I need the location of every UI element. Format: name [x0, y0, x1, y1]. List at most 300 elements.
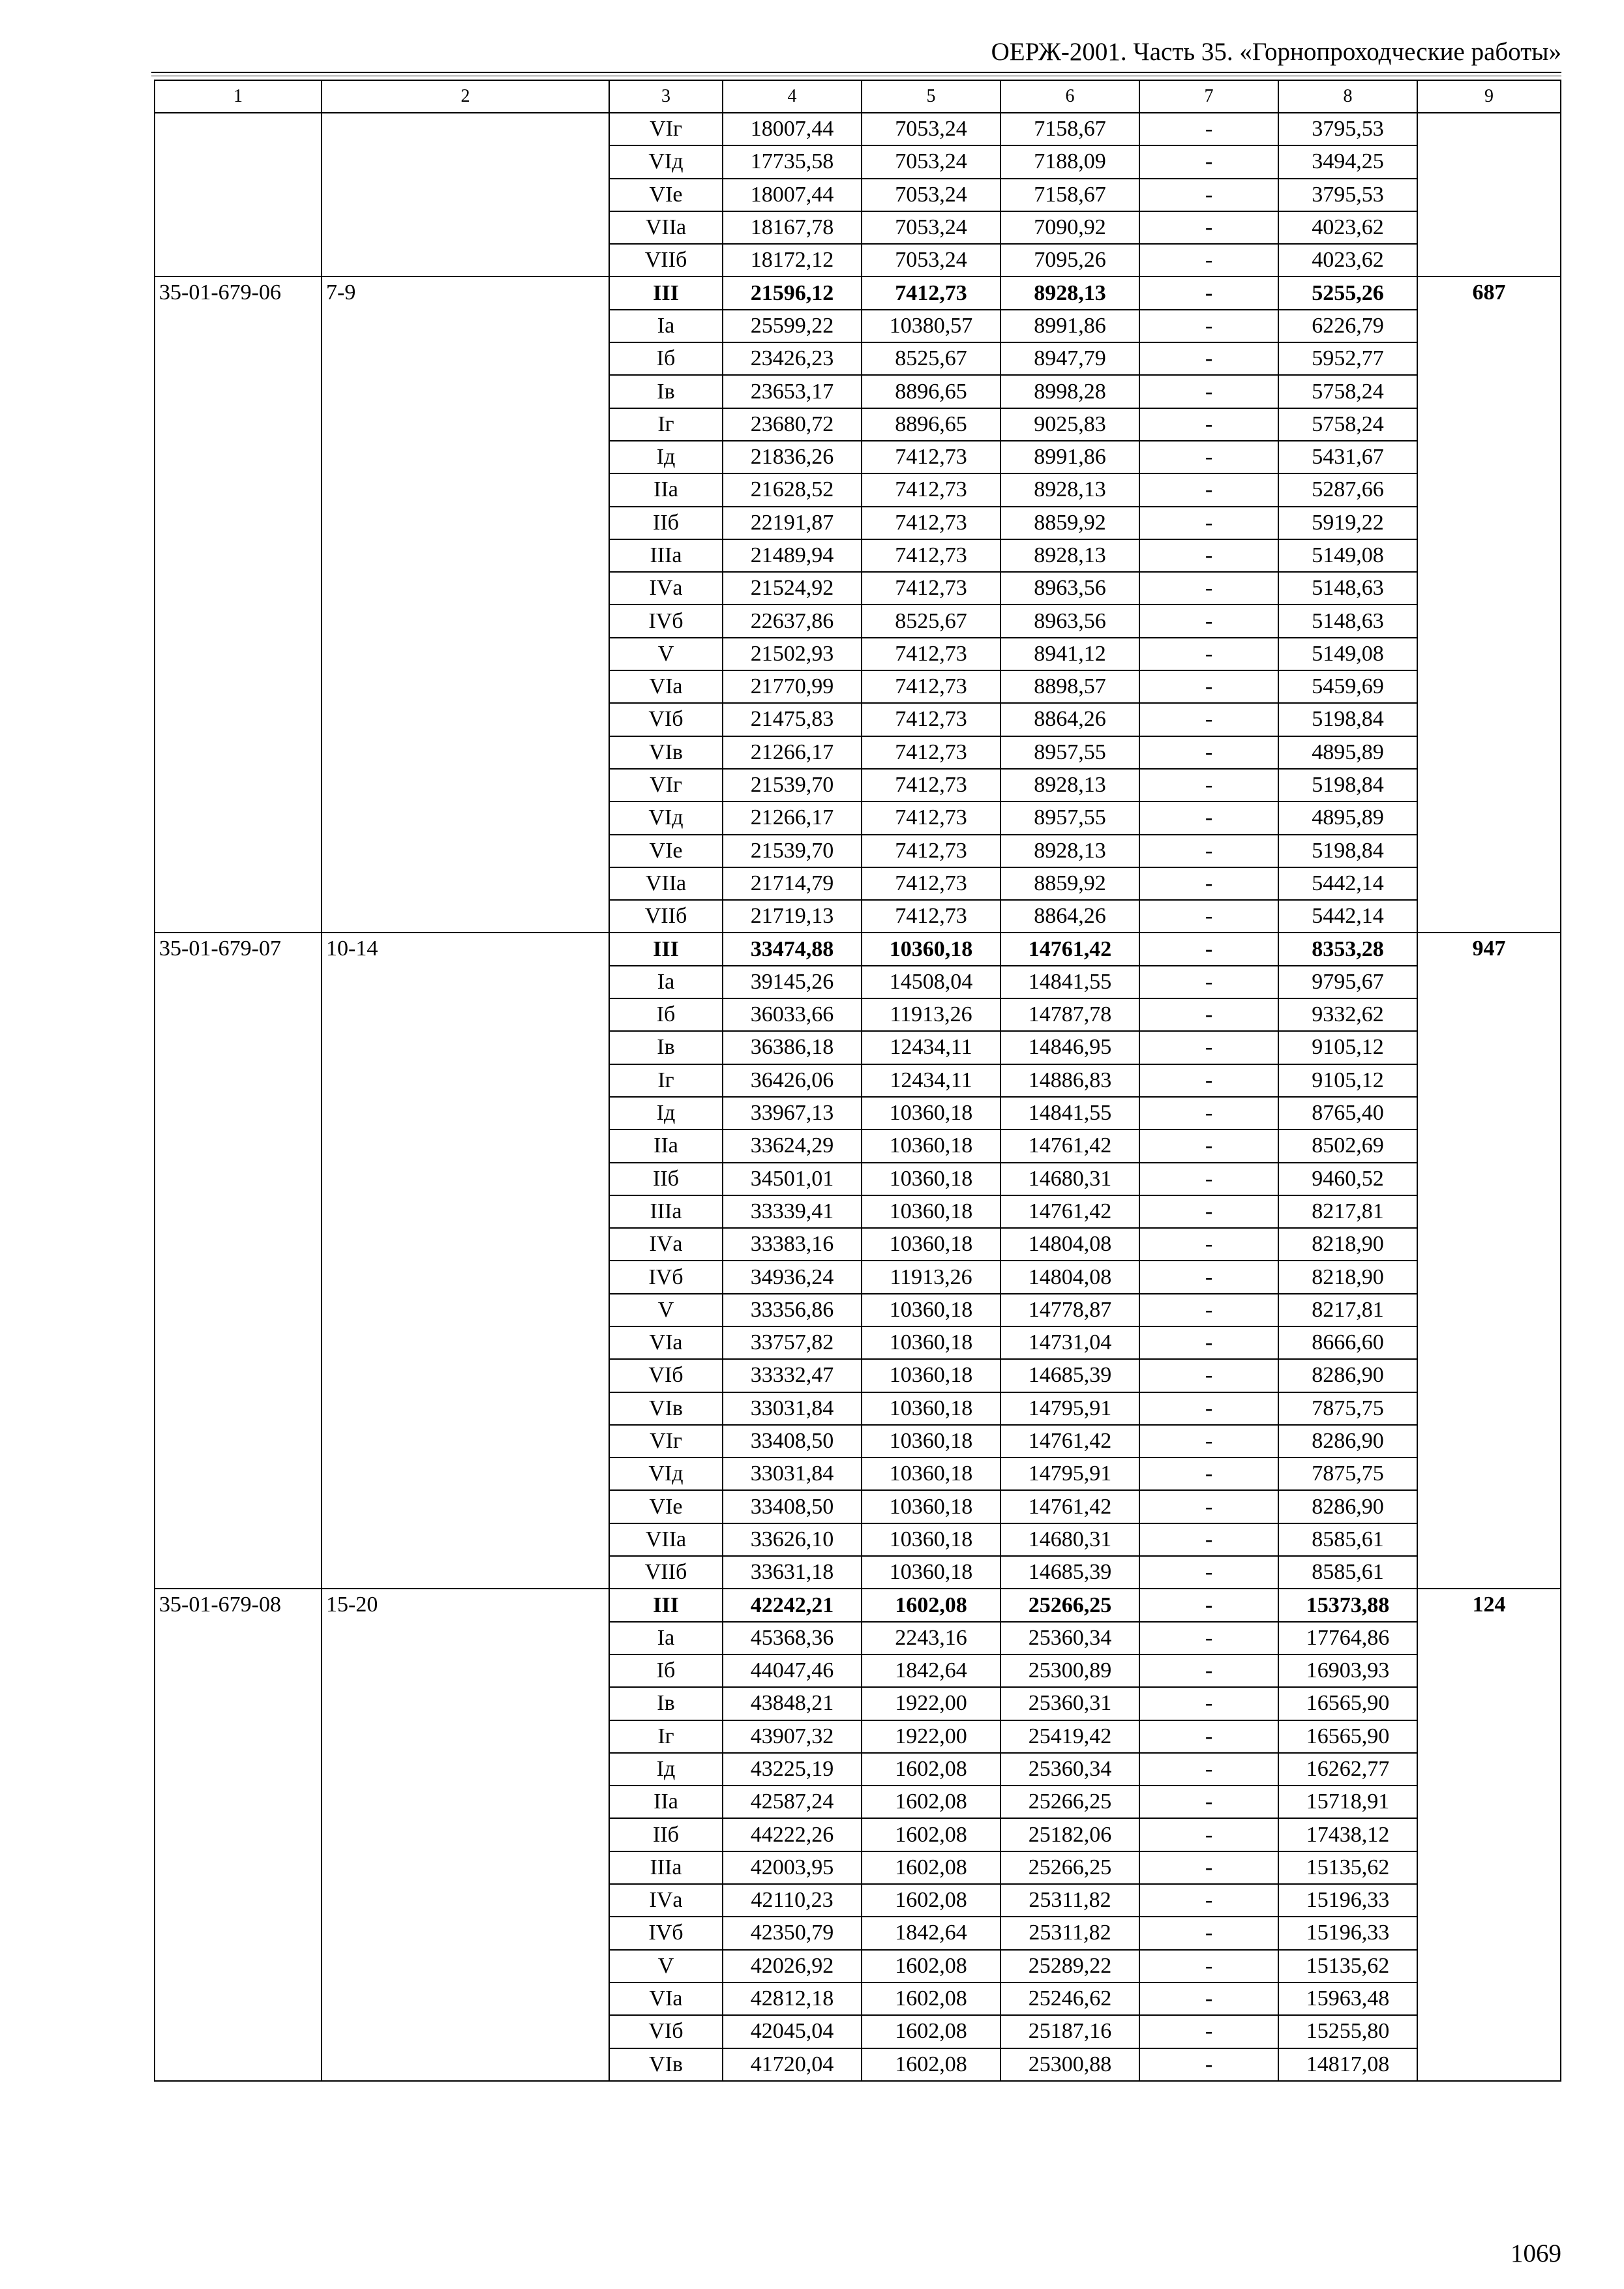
wages-cell: 8896,65 — [862, 375, 1000, 408]
resource-code-cell — [155, 113, 322, 277]
wages-cell: 1922,00 — [862, 1687, 1000, 1720]
materials-cell: 15196,33 — [1278, 1917, 1417, 1949]
materials-cell: 9105,12 — [1278, 1064, 1417, 1097]
total-cost-cell: 33631,18 — [723, 1556, 862, 1589]
materials-cell: 17438,12 — [1278, 1818, 1417, 1851]
wages-cell: 7412,73 — [862, 473, 1000, 506]
machines-cell: 14761,42 — [1000, 1490, 1139, 1523]
machines-cell: 25187,16 — [1000, 2015, 1139, 2048]
category-cell: IIа — [609, 1130, 723, 1162]
drivers-wages-cell: - — [1139, 1982, 1278, 2015]
wages-cell: 1602,08 — [862, 1851, 1000, 1884]
machines-cell: 8991,86 — [1000, 441, 1139, 473]
drivers-wages-cell: - — [1139, 507, 1278, 539]
total-cost-cell: 34936,24 — [723, 1261, 862, 1293]
drivers-wages-cell: - — [1139, 900, 1278, 933]
category-cell: Iг — [609, 408, 723, 441]
drivers-wages-cell: - — [1139, 1720, 1278, 1753]
materials-cell: 15135,62 — [1278, 1851, 1417, 1884]
wages-cell: 10360,18 — [862, 1425, 1000, 1458]
machines-cell: 25246,62 — [1000, 1982, 1139, 2015]
category-cell: VIIб — [609, 900, 723, 933]
materials-cell: 5431,67 — [1278, 441, 1417, 473]
materials-cell: 8217,81 — [1278, 1195, 1417, 1228]
machines-cell: 14841,55 — [1000, 966, 1139, 998]
materials-cell: 3795,53 — [1278, 179, 1417, 211]
drivers-wages-cell: - — [1139, 1589, 1278, 1621]
materials-cell: 15373,88 — [1278, 1589, 1417, 1621]
materials-cell: 8502,69 — [1278, 1130, 1417, 1162]
category-cell: VIе — [609, 1490, 723, 1523]
wages-cell: 7412,73 — [862, 539, 1000, 572]
total-cost-cell: 36386,18 — [723, 1031, 862, 1064]
total-cost-cell: 42045,04 — [723, 2015, 862, 2048]
column-number: 8 — [1278, 80, 1417, 113]
category-cell: Iв — [609, 1031, 723, 1064]
category-cell: IVб — [609, 1261, 723, 1293]
total-cost-cell: 18007,44 — [723, 113, 862, 145]
total-cost-cell: 33339,41 — [723, 1195, 862, 1228]
wages-cell: 7053,24 — [862, 145, 1000, 178]
drivers-wages-cell: - — [1139, 1359, 1278, 1392]
wages-cell: 7412,73 — [862, 769, 1000, 801]
total-cost-cell: 21539,70 — [723, 835, 862, 867]
drivers-wages-cell: - — [1139, 933, 1278, 965]
materials-cell: 5149,08 — [1278, 638, 1417, 670]
column-number: 6 — [1000, 80, 1139, 113]
total-cost-cell: 23680,72 — [723, 408, 862, 441]
total-cost-cell: 36033,66 — [723, 998, 862, 1031]
total-cost-cell: 18167,78 — [723, 211, 862, 244]
total-cost-cell: 42812,18 — [723, 1982, 862, 2015]
drivers-wages-cell: - — [1139, 1392, 1278, 1425]
machines-cell: 25300,88 — [1000, 2048, 1139, 2081]
materials-cell: 4023,62 — [1278, 211, 1417, 244]
machines-cell: 8928,13 — [1000, 769, 1139, 801]
range-cell: 15-20 — [322, 1589, 609, 2080]
materials-cell: 5149,08 — [1278, 539, 1417, 572]
machines-cell: 7188,09 — [1000, 145, 1139, 178]
total-cost-cell: 21836,26 — [723, 441, 862, 473]
machines-cell: 8998,28 — [1000, 375, 1139, 408]
machines-cell: 8859,92 — [1000, 507, 1139, 539]
drivers-wages-cell: - — [1139, 1851, 1278, 1884]
total-cost-cell: 42003,95 — [723, 1851, 862, 1884]
machines-cell: 14685,39 — [1000, 1359, 1139, 1392]
total-cost-cell: 33474,88 — [723, 933, 862, 965]
materials-cell: 8353,28 — [1278, 933, 1417, 965]
category-cell: VIIа — [609, 1523, 723, 1556]
category-cell: Iв — [609, 1687, 723, 1720]
column-number: 7 — [1139, 80, 1278, 113]
drivers-wages-cell: - — [1139, 473, 1278, 506]
machines-cell: 14841,55 — [1000, 1097, 1139, 1130]
category-cell: VIб — [609, 703, 723, 736]
wages-cell: 7053,24 — [862, 113, 1000, 145]
drivers-wages-cell: - — [1139, 145, 1278, 178]
category-cell: VIIа — [609, 211, 723, 244]
total-cost-cell: 33031,84 — [723, 1392, 862, 1425]
category-cell: IIIа — [609, 1851, 723, 1884]
materials-cell: 5198,84 — [1278, 703, 1417, 736]
drivers-wages-cell: - — [1139, 408, 1278, 441]
wages-cell: 7053,24 — [862, 211, 1000, 244]
machines-cell: 7090,92 — [1000, 211, 1139, 244]
category-cell: III — [609, 1589, 723, 1621]
drivers-wages-cell: - — [1139, 1294, 1278, 1326]
drivers-wages-cell: - — [1139, 1130, 1278, 1162]
total-cost-cell: 21770,99 — [723, 670, 862, 703]
drivers-wages-cell: - — [1139, 1884, 1278, 1917]
total-cost-cell: 33626,10 — [723, 1523, 862, 1556]
materials-cell: 8286,90 — [1278, 1490, 1417, 1523]
wages-cell: 10360,18 — [862, 1195, 1000, 1228]
drivers-wages-cell: - — [1139, 1687, 1278, 1720]
wages-cell: 1842,64 — [862, 1917, 1000, 1949]
category-cell: VIд — [609, 1458, 723, 1490]
wages-cell: 1602,08 — [862, 1982, 1000, 2015]
materials-cell: 5758,24 — [1278, 375, 1417, 408]
wages-cell: 14508,04 — [862, 966, 1000, 998]
materials-cell: 16262,77 — [1278, 1753, 1417, 1786]
drivers-wages-cell: - — [1139, 2015, 1278, 2048]
machines-cell: 25289,22 — [1000, 1950, 1139, 1982]
materials-cell: 5442,14 — [1278, 900, 1417, 933]
wages-cell: 10360,18 — [862, 1294, 1000, 1326]
table-row — [155, 1589, 1561, 1621]
materials-cell: 8666,60 — [1278, 1326, 1417, 1359]
range-cell: 7-9 — [322, 277, 609, 933]
machines-cell: 8928,13 — [1000, 539, 1139, 572]
machines-cell: 25419,42 — [1000, 1720, 1139, 1753]
total-cost-cell: 21524,92 — [723, 572, 862, 605]
price-table — [154, 80, 1561, 2082]
total-cost-cell: 23653,17 — [723, 375, 862, 408]
total-cost-cell: 42587,24 — [723, 1786, 862, 1818]
machines-cell: 8963,56 — [1000, 605, 1139, 637]
total-cost-cell: 33031,84 — [723, 1458, 862, 1490]
machines-cell: 14886,83 — [1000, 1064, 1139, 1097]
machines-cell: 25266,25 — [1000, 1851, 1139, 1884]
resource-code-cell: 35-01-679-07 — [155, 933, 322, 1589]
category-cell: Iа — [609, 1622, 723, 1654]
table-row — [155, 113, 1561, 145]
resource-code-cell: 35-01-679-06 — [155, 277, 322, 933]
machines-cell: 14680,31 — [1000, 1523, 1139, 1556]
category-cell: VIIб — [609, 244, 723, 277]
category-cell: V — [609, 638, 723, 670]
wages-cell: 1602,08 — [862, 1786, 1000, 1818]
materials-cell: 8218,90 — [1278, 1228, 1417, 1261]
drivers-wages-cell: - — [1139, 1753, 1278, 1786]
header-rule — [151, 72, 1561, 73]
materials-cell: 9795,67 — [1278, 966, 1417, 998]
wages-cell: 10360,18 — [862, 1523, 1000, 1556]
machines-cell: 25360,34 — [1000, 1622, 1139, 1654]
total-cost-cell: 33408,50 — [723, 1425, 862, 1458]
category-cell: Iд — [609, 1097, 723, 1130]
wages-cell: 11913,26 — [862, 998, 1000, 1031]
category-cell: VIе — [609, 179, 723, 211]
drivers-wages-cell: - — [1139, 638, 1278, 670]
wages-cell: 10360,18 — [862, 1228, 1000, 1261]
wages-cell: 10360,18 — [862, 1359, 1000, 1392]
materials-cell: 3494,25 — [1278, 145, 1417, 178]
category-cell: IVа — [609, 1228, 723, 1261]
wages-cell: 12434,11 — [862, 1031, 1000, 1064]
range-cell — [322, 113, 609, 277]
category-cell: VIб — [609, 2015, 723, 2048]
machines-cell: 14804,08 — [1000, 1261, 1139, 1293]
drivers-wages-cell: - — [1139, 277, 1278, 309]
materials-cell: 7875,75 — [1278, 1392, 1417, 1425]
total-cost-cell: 33408,50 — [723, 1490, 862, 1523]
category-cell: Iа — [609, 310, 723, 342]
category-cell: III — [609, 277, 723, 309]
category-cell: IVа — [609, 572, 723, 605]
wages-cell: 8896,65 — [862, 408, 1000, 441]
wages-cell: 8525,67 — [862, 605, 1000, 637]
column-number: 3 — [609, 80, 723, 113]
materials-cell: 8765,40 — [1278, 1097, 1417, 1130]
labor-cell: 947 — [1417, 933, 1561, 1589]
wages-cell: 10360,18 — [862, 1163, 1000, 1195]
machines-cell: 25266,25 — [1000, 1589, 1139, 1621]
table-row — [155, 933, 1561, 965]
category-cell: IVб — [609, 605, 723, 637]
materials-cell: 5758,24 — [1278, 408, 1417, 441]
machines-cell: 8928,13 — [1000, 473, 1139, 506]
category-cell: VIе — [609, 835, 723, 867]
machines-cell: 8864,26 — [1000, 900, 1139, 933]
wages-cell: 10380,57 — [862, 310, 1000, 342]
category-cell: IIа — [609, 473, 723, 506]
machines-cell: 7095,26 — [1000, 244, 1139, 277]
total-cost-cell: 42350,79 — [723, 1917, 862, 1949]
category-cell: Iг — [609, 1064, 723, 1097]
materials-cell: 5198,84 — [1278, 769, 1417, 801]
wages-cell: 1602,08 — [862, 1818, 1000, 1851]
machines-cell: 14761,42 — [1000, 1195, 1139, 1228]
category-cell: Iд — [609, 1753, 723, 1786]
machines-cell: 25300,89 — [1000, 1654, 1139, 1687]
materials-cell: 8286,90 — [1278, 1425, 1417, 1458]
wages-cell: 1602,08 — [862, 1950, 1000, 1982]
wages-cell: 7412,73 — [862, 572, 1000, 605]
labor-cell: 687 — [1417, 277, 1561, 933]
total-cost-cell: 33757,82 — [723, 1326, 862, 1359]
drivers-wages-cell: - — [1139, 179, 1278, 211]
total-cost-cell: 44222,26 — [723, 1818, 862, 1851]
category-cell: VIв — [609, 736, 723, 769]
wages-cell: 7412,73 — [862, 835, 1000, 867]
category-cell: IVб — [609, 1917, 723, 1949]
materials-cell: 6226,79 — [1278, 310, 1417, 342]
total-cost-cell: 21628,52 — [723, 473, 862, 506]
materials-cell: 9332,62 — [1278, 998, 1417, 1031]
drivers-wages-cell: - — [1139, 2048, 1278, 2081]
category-cell: Iд — [609, 441, 723, 473]
category-cell: IIб — [609, 1818, 723, 1851]
wages-cell: 7412,73 — [862, 867, 1000, 900]
category-cell: Iа — [609, 966, 723, 998]
resource-code-cell: 35-01-679-08 — [155, 1589, 322, 2080]
wages-cell: 1602,08 — [862, 1589, 1000, 1621]
total-cost-cell: 33383,16 — [723, 1228, 862, 1261]
wages-cell: 10360,18 — [862, 1490, 1000, 1523]
column-number: 4 — [723, 80, 862, 113]
materials-cell: 9105,12 — [1278, 1031, 1417, 1064]
drivers-wages-cell: - — [1139, 835, 1278, 867]
wages-cell: 7412,73 — [862, 736, 1000, 769]
category-cell: IIIа — [609, 539, 723, 572]
machines-cell: 8859,92 — [1000, 867, 1139, 900]
materials-cell: 4895,89 — [1278, 736, 1417, 769]
category-cell: VIг — [609, 113, 723, 145]
total-cost-cell: 22191,87 — [723, 507, 862, 539]
category-cell: V — [609, 1950, 723, 1982]
wages-cell: 10360,18 — [862, 1130, 1000, 1162]
drivers-wages-cell: - — [1139, 605, 1278, 637]
machines-cell: 14795,91 — [1000, 1458, 1139, 1490]
total-cost-cell: 21596,12 — [723, 277, 862, 309]
category-cell: IIб — [609, 507, 723, 539]
total-cost-cell: 21266,17 — [723, 801, 862, 834]
wages-cell: 7412,73 — [862, 703, 1000, 736]
total-cost-cell: 25599,22 — [723, 310, 862, 342]
materials-cell: 15135,62 — [1278, 1950, 1417, 1982]
machines-cell: 25311,82 — [1000, 1884, 1139, 1917]
materials-cell: 15963,48 — [1278, 1982, 1417, 2015]
wages-cell: 7412,73 — [862, 441, 1000, 473]
drivers-wages-cell: - — [1139, 244, 1278, 277]
drivers-wages-cell: - — [1139, 113, 1278, 145]
labor-cell: 124 — [1417, 1589, 1561, 2080]
machines-cell: 9025,83 — [1000, 408, 1139, 441]
total-cost-cell: 42026,92 — [723, 1950, 862, 1982]
column-number-row — [155, 80, 1561, 113]
wages-cell: 1602,08 — [862, 2015, 1000, 2048]
materials-cell: 4895,89 — [1278, 801, 1417, 834]
category-cell: VIг — [609, 769, 723, 801]
wages-cell: 7053,24 — [862, 244, 1000, 277]
category-cell: V — [609, 1294, 723, 1326]
materials-cell: 9460,52 — [1278, 1163, 1417, 1195]
drivers-wages-cell: - — [1139, 342, 1278, 375]
machines-cell: 14731,04 — [1000, 1326, 1139, 1359]
wages-cell: 1602,08 — [862, 1753, 1000, 1786]
total-cost-cell: 21539,70 — [723, 769, 862, 801]
total-cost-cell: 21714,79 — [723, 867, 862, 900]
wages-cell: 11913,26 — [862, 1261, 1000, 1293]
machines-cell: 7158,67 — [1000, 113, 1139, 145]
category-cell: Iб — [609, 342, 723, 375]
drivers-wages-cell: - — [1139, 1425, 1278, 1458]
machines-cell: 14685,39 — [1000, 1556, 1139, 1589]
drivers-wages-cell: - — [1139, 1228, 1278, 1261]
wages-cell: 7412,73 — [862, 638, 1000, 670]
wages-cell: 12434,11 — [862, 1064, 1000, 1097]
drivers-wages-cell: - — [1139, 1917, 1278, 1949]
drivers-wages-cell: - — [1139, 801, 1278, 834]
total-cost-cell: 18172,12 — [723, 244, 862, 277]
category-cell: VIг — [609, 1425, 723, 1458]
machines-cell: 8991,86 — [1000, 310, 1139, 342]
total-cost-cell: 41720,04 — [723, 2048, 862, 2081]
materials-cell: 15718,91 — [1278, 1786, 1417, 1818]
machines-cell: 25360,31 — [1000, 1687, 1139, 1720]
materials-cell: 5442,14 — [1278, 867, 1417, 900]
machines-cell: 14804,08 — [1000, 1228, 1139, 1261]
total-cost-cell: 33356,86 — [723, 1294, 862, 1326]
total-cost-cell: 17735,58 — [723, 145, 862, 178]
labor-cell — [1417, 113, 1561, 277]
range-cell: 10-14 — [322, 933, 609, 1589]
table-row — [155, 277, 1561, 309]
total-cost-cell: 21502,93 — [723, 638, 862, 670]
materials-cell: 5459,69 — [1278, 670, 1417, 703]
wages-cell: 10360,18 — [862, 1556, 1000, 1589]
total-cost-cell: 44047,46 — [723, 1654, 862, 1687]
drivers-wages-cell: - — [1139, 572, 1278, 605]
materials-cell: 7875,75 — [1278, 1458, 1417, 1490]
materials-cell: 8286,90 — [1278, 1359, 1417, 1392]
total-cost-cell: 45368,36 — [723, 1622, 862, 1654]
total-cost-cell: 43907,32 — [723, 1720, 862, 1753]
category-cell: IIб — [609, 1163, 723, 1195]
wages-cell: 2243,16 — [862, 1622, 1000, 1654]
drivers-wages-cell: - — [1139, 769, 1278, 801]
drivers-wages-cell: - — [1139, 867, 1278, 900]
machines-cell: 14680,31 — [1000, 1163, 1139, 1195]
drivers-wages-cell: - — [1139, 1523, 1278, 1556]
drivers-wages-cell: - — [1139, 1490, 1278, 1523]
materials-cell: 16903,93 — [1278, 1654, 1417, 1687]
drivers-wages-cell: - — [1139, 310, 1278, 342]
wages-cell: 1842,64 — [862, 1654, 1000, 1687]
drivers-wages-cell: - — [1139, 966, 1278, 998]
machines-cell: 14761,42 — [1000, 1425, 1139, 1458]
drivers-wages-cell: - — [1139, 1261, 1278, 1293]
materials-cell: 5919,22 — [1278, 507, 1417, 539]
machines-cell: 14761,42 — [1000, 933, 1139, 965]
wages-cell: 7412,73 — [862, 507, 1000, 539]
total-cost-cell: 22637,86 — [723, 605, 862, 637]
total-cost-cell: 18007,44 — [723, 179, 862, 211]
wages-cell: 7412,73 — [862, 900, 1000, 933]
drivers-wages-cell: - — [1139, 441, 1278, 473]
machines-cell: 8957,55 — [1000, 801, 1139, 834]
machines-cell: 14778,87 — [1000, 1294, 1139, 1326]
materials-cell: 3795,53 — [1278, 113, 1417, 145]
wages-cell: 10360,18 — [862, 1097, 1000, 1130]
total-cost-cell: 21719,13 — [723, 900, 862, 933]
machines-cell: 25182,06 — [1000, 1818, 1139, 1851]
drivers-wages-cell: - — [1139, 1786, 1278, 1818]
materials-cell: 5148,63 — [1278, 572, 1417, 605]
machines-cell: 14761,42 — [1000, 1130, 1139, 1162]
page-number: 1069 — [1511, 2239, 1561, 2267]
category-cell: VIв — [609, 1392, 723, 1425]
machines-cell: 14846,95 — [1000, 1031, 1139, 1064]
wages-cell: 1602,08 — [862, 1884, 1000, 1917]
category-cell: VIд — [609, 145, 723, 178]
category-cell: VIа — [609, 1982, 723, 2015]
machines-cell: 14787,78 — [1000, 998, 1139, 1031]
wages-cell: 10360,18 — [862, 1458, 1000, 1490]
drivers-wages-cell: - — [1139, 1326, 1278, 1359]
drivers-wages-cell: - — [1139, 539, 1278, 572]
